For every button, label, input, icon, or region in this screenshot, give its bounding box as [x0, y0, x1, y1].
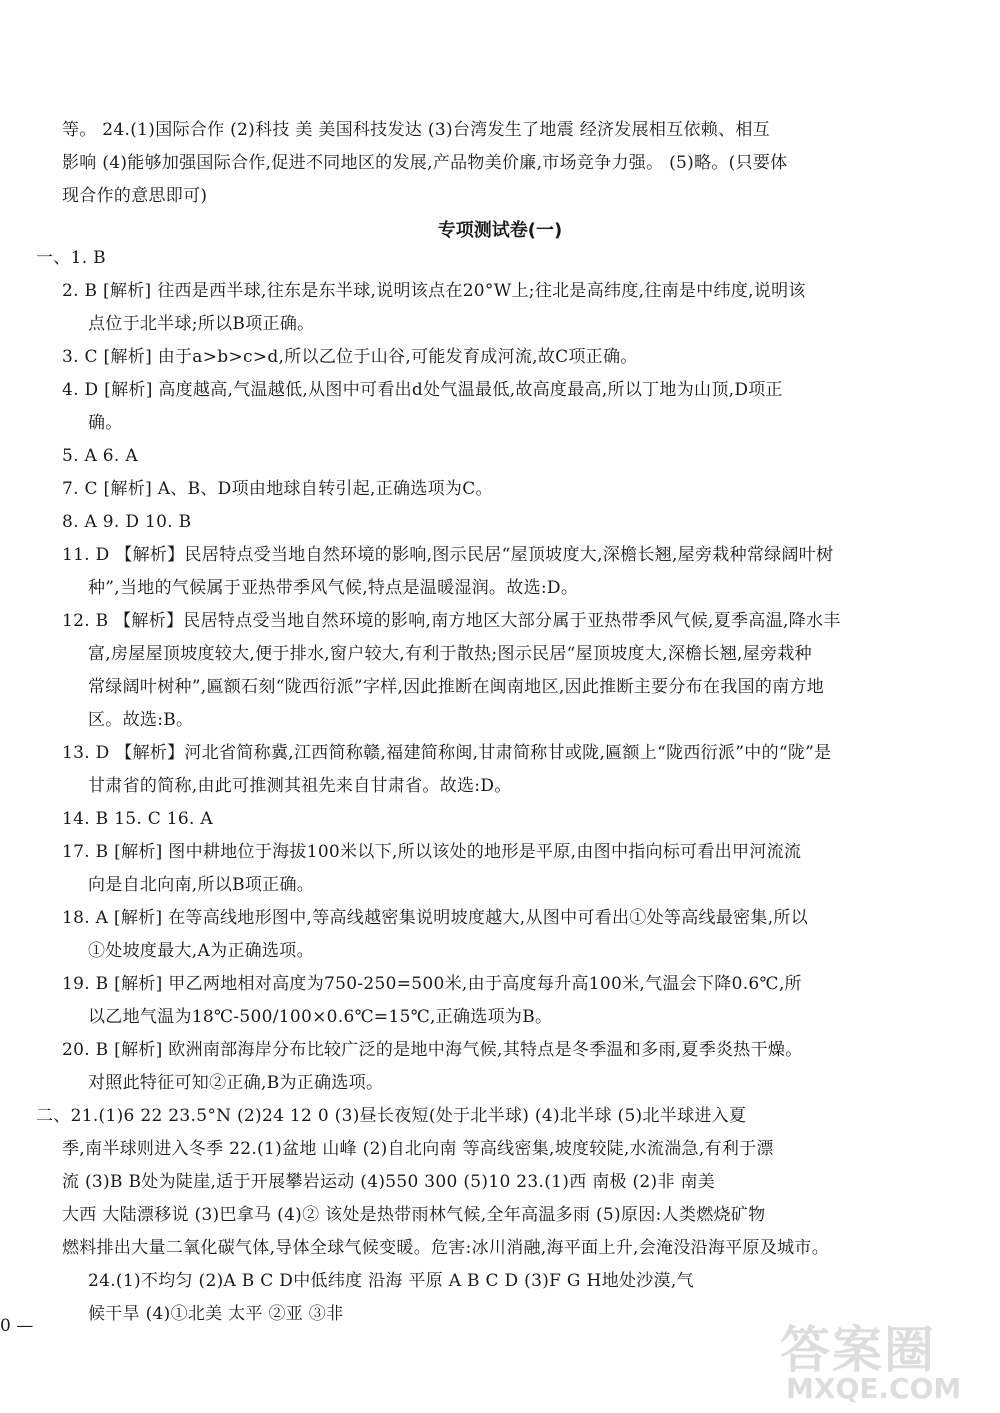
answer-line: 以乙地气温为18℃-500/100×0.6℃=15℃,正确选项为B。: [88, 1007, 553, 1027]
answer-line: 燃料排出大量二氧化碳气体,导体全球气候变暖。危害:冰川消融,海平面上升,会淹没沿海平原及城市。: [62, 1238, 830, 1258]
answer-line: 14. B 15. C 16. A: [62, 809, 214, 829]
answer-line: 点位于北半球;所以B项正确。: [88, 314, 315, 334]
answer-line: 向是自北向南,所以B项正确。: [88, 875, 315, 895]
answer-line: 甘肃省的简称,由此可推测其祖先来自甘肃省。故选:D。: [88, 776, 512, 796]
answer-line: 确。: [88, 413, 123, 433]
section-title: 专项测试卷(一): [437, 220, 563, 241]
answer-line: 大西 大陆漂移说 (3)巴拿马 (4)② 该处是热带雨林气候,全年高温多雨 (5)原因:人类燃烧矿物: [62, 1205, 766, 1225]
answer-line: 17. B [解析] 图中耕地位于海拔100米以下,所以该处的地形是平原,由图中指向标可看出甲河流流: [62, 842, 802, 862]
text-line: 现合作的意思即可): [62, 186, 208, 206]
answer-line: 对照此特征可知②正确,B为正确选项。: [88, 1073, 384, 1093]
text-line: 影响 (4)能够加强国际合作,促进不同地区的发展,产品物美价廉,市场竞争力强。 (5)略。(只要体: [62, 153, 788, 173]
answer-line: 8. A 9. D 10. B: [62, 512, 192, 532]
answer-line: 一、1. B: [36, 248, 106, 268]
watermark-text: 答案圈: [780, 1321, 936, 1379]
answer-line: 常绿阔叶树种”,匾额石刻“陇西衍派”字样,因此推断在闽南地区,因此推断主要分布在我国的南方地: [88, 677, 825, 697]
answer-line: 流 (3)B B处为陡崖,适于开展攀岩运动 (4)550 300 (5)10 23.(1)西 南极 (2)非 南美: [62, 1172, 716, 1192]
answer-line: 18. A [解析] 在等高线地形图中,等高线越密集说明坡度越大,从图中可看出①处等高线最密集,所以: [62, 908, 808, 928]
answer-line: 季,南半球则进入冬季 22.(1)盆地 山峰 (2)自北向南 等高线密集,坡度较陡,水流湍急,有利于漂: [62, 1139, 774, 1159]
answer-line: 12. B 【解析】民居特点受当地自然环境的影响,南方地区大部分属于亚热带季风气候,夏季高温,降水丰: [62, 611, 841, 631]
answer-line: 种”,当地的气候属于亚热带季风气候,特点是温暖湿润。故选:D。: [88, 578, 579, 598]
answer-line: 2. B [解析] 往西是西半球,往东是东半球,说明该点在20°W上;往北是高纬度,往南是中纬度,说明该: [62, 281, 806, 301]
answer-line: 13. D 【解析】河北省简称冀,江西简称赣,福建简称闽,甘肃简称甘或陇,匾额上“陇西衍派”中的“陇”是: [62, 743, 832, 763]
answer-line: 7. C [解析] A、B、D项由地球自转引起,正确选项为C。: [62, 479, 493, 499]
watermark-url: MXQE.COM: [786, 1372, 962, 1405]
answer-line: 4. D [解析] 高度越高,气温越低,从图中可看出d处气温最低,故高度最高,所以丁地为山顶,D项正: [62, 380, 783, 400]
page-number: 0 —: [0, 1316, 34, 1336]
text-line: 等。 24.(1)国际合作 (2)科技 美 美国科技发达 (3)台湾发生了地震 经济发展相互依赖、相互: [62, 120, 770, 140]
answer-line: 区。故选:B。: [88, 710, 194, 730]
answer-line: 3. C [解析] 由于a>b>c>d,所以乙位于山谷,可能发育成河流,故C项正确。: [62, 347, 638, 367]
answer-line: 5. A 6. A: [62, 446, 138, 466]
answer-line: 20. B [解析] 欧洲南部海岸分布比较广泛的是地中海气候,其特点是冬季温和多雨,夏季炎热干燥。: [62, 1040, 803, 1060]
answer-line: 19. B [解析] 甲乙两地相对高度为750-250=500米,由于高度每升高100米,气温会下降0.6℃,所: [62, 974, 802, 994]
answer-line: 富,房屋屋顶坡度较大,便于排水,窗户较大,有利于散热;图示民居“屋顶坡度大,深檐长翘,屋旁栽种: [88, 644, 812, 664]
answer-line: ①处坡度最大,A为正确选项。: [88, 941, 314, 961]
answer-line: 24.(1)不均匀 (2)A B C D中低纬度 沿海 平原 A B C D (3)F G H地处沙漠,气: [88, 1271, 694, 1291]
watermark: [780, 1310, 995, 1410]
answer-line: 候干旱 (4)①北美 太平 ②亚 ③非: [88, 1304, 344, 1324]
answer-line: 二、21.(1)6 22 23.5°N (2)24 12 0 (3)昼长夜短(处于北半球) (4)北半球 (5)北半球进入夏: [36, 1106, 747, 1126]
answer-line: 11. D 【解析】民居特点受当地自然环境的影响,图示民居“屋顶坡度大,深檐长翘,屋旁栽种常绿阔叶树: [62, 545, 834, 565]
